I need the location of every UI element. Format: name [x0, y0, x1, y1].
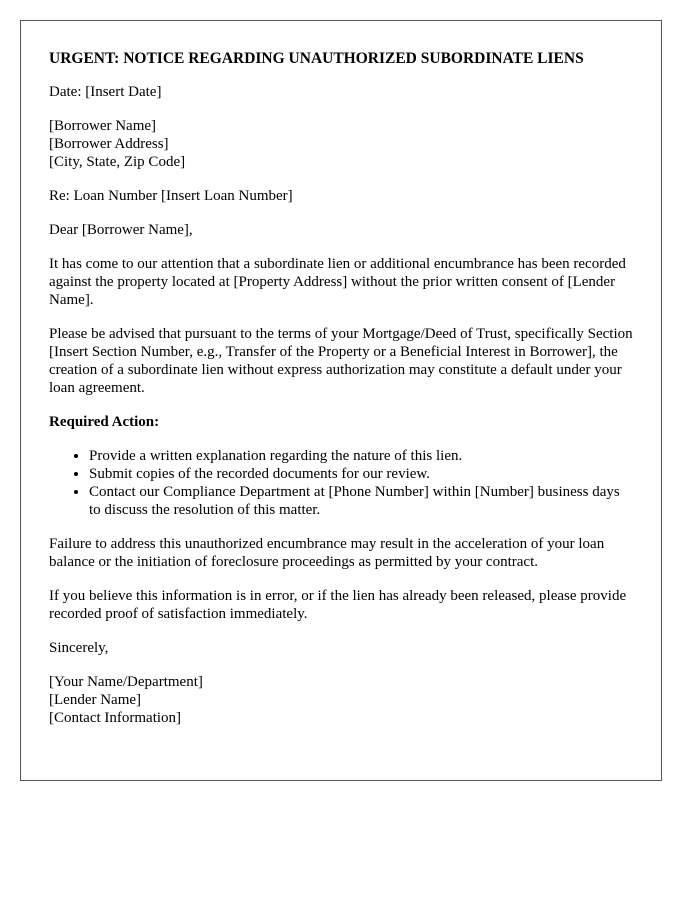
list-item: • Submit copies of the recorded documents for our review.	[89, 465, 633, 483]
address-line: [Borrower Name]	[49, 118, 157, 134]
required-action-heading: Required Action:	[49, 414, 160, 430]
address-line: [Borrower Address]	[49, 136, 169, 152]
salutation: Dear [Borrower Name],	[49, 222, 193, 238]
re-line: Re: Loan Number [Insert Loan Number]	[49, 188, 293, 204]
list-item: • Contact our Compliance Department at [Phone Number] within [Number] business days to discuss the resolution of this matter.	[89, 483, 633, 519]
letter-title: URGENT: NOTICE REGARDING UNAUTHORIZED SUBORDINATE LIENS	[49, 50, 584, 67]
closing: Sincerely,	[49, 640, 109, 656]
recipient-address	[49, 117, 633, 171]
body-paragraph-1: It has come to our attention that a subordinate lien or additional encumbrance has been recorded against the property located at [Property Address] without the prior written consent of [Lender Name].	[49, 256, 626, 308]
signature-block	[49, 673, 633, 727]
list-item: • Provide a written explanation regarding the nature of this lien.	[89, 447, 633, 465]
body-paragraph-2: Please be advised that pursuant to the terms of your Mortgage/Deed of Trust, specifically Section [Insert Section Number, e.g., Transfer of the Property or a Beneficial Interest in Borrower], the creation of a subordinate lien without express authorization may constitute a default under your loan agreement.	[49, 326, 633, 396]
body-paragraph-3: Failure to address this unauthorized encumbrance may result in the acceleration of your loan balance or the initiation of foreclosure proceedings as permitted by your contract.	[49, 536, 605, 570]
address-line: [City, State, Zip Code]	[49, 154, 186, 170]
date-line: Date: [Insert Date]	[49, 84, 162, 100]
required-actions-list	[49, 447, 633, 519]
body-paragraph-4: If you believe this information is in error, or if the lien has already been released, please provide recorded proof of satisfaction immediately.	[49, 588, 627, 622]
signature-line: [Contact Information]	[49, 710, 182, 726]
signature-line: [Lender Name]	[49, 692, 142, 708]
signature-line: [Your Name/Department]	[49, 674, 203, 690]
letter-container	[20, 20, 662, 781]
